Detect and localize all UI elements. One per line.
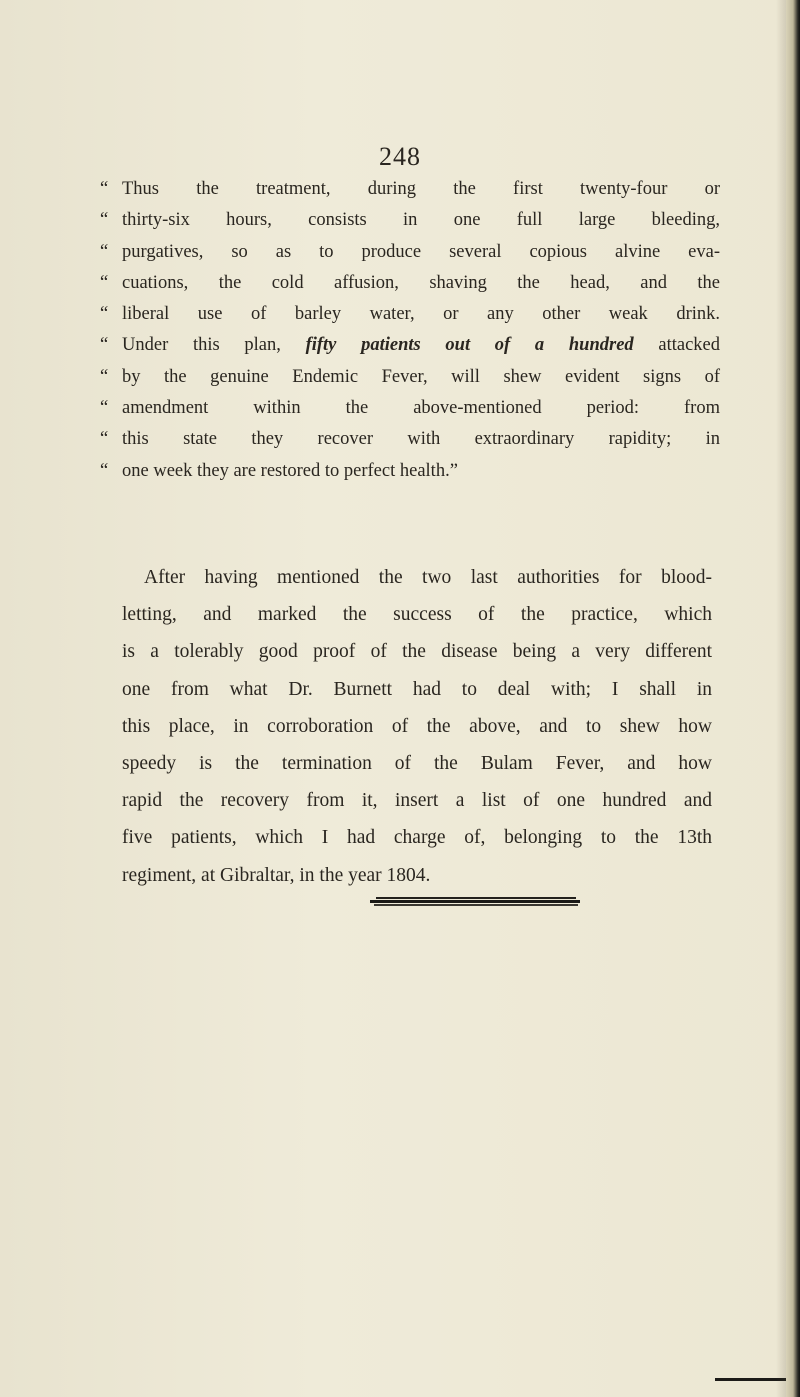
quote-mark: “: [100, 366, 109, 387]
paragraph-line: is a tolerably good proof of the disease being a very different: [122, 641, 712, 663]
quote-line-text: attacked: [633, 335, 720, 356]
quote-line-text: this state they recover with extraordinary rapidity; in: [122, 429, 720, 450]
paragraph-line: regiment, at Gibraltar, in the year 1804.: [122, 864, 431, 886]
quote-mark: “: [100, 304, 109, 325]
quote-mark: “: [100, 272, 109, 293]
quote-line: [100, 174, 720, 205]
quote-mark: “: [100, 210, 109, 231]
quote-emphasis: fifty patients out of a hundred: [305, 335, 634, 356]
quote-line: [100, 424, 720, 455]
quote-mark: “: [100, 460, 109, 481]
quote-line-text: by the genuine Endemic Fever, will shew evident signs of: [122, 366, 720, 387]
page-number: 248: [379, 142, 421, 171]
quote-line: [100, 362, 720, 393]
quote-mark: “: [100, 335, 109, 356]
quote-line: [100, 268, 720, 299]
quote-mark: “: [100, 398, 109, 419]
quote-line-text: Thus the treatment, during the first twenty-four or: [122, 179, 720, 199]
divider-rule: [370, 900, 580, 903]
quote-line-text: purgatives, so as to produce several copious alvine eva-: [122, 241, 720, 262]
divider-rule: [374, 904, 578, 906]
quoted-passage: [100, 174, 720, 487]
quote-mark: “: [100, 179, 109, 199]
paragraph-line: this place, in corroboration of the above, and to shew how: [122, 715, 712, 737]
quote-line-text: one week they are restored to perfect health.”: [122, 460, 458, 481]
body-paragraph: [122, 559, 712, 894]
quote-mark: “: [100, 241, 109, 262]
quote-line-text: liberal use of barley water, or any other weak drink.: [122, 304, 720, 325]
paragraph-line: letting, and marked the success of the practice, which: [122, 604, 712, 626]
paragraph-line: five patients, which I had charge of, belonging to the 13th: [122, 827, 712, 849]
divider-rule: [376, 897, 576, 899]
page-gutter-shadow: [776, 0, 786, 1397]
page-edge: [786, 0, 800, 1397]
quote-line-text: cuations, the cold affusion, shaving the head, and the: [122, 272, 720, 293]
quote-mark: “: [100, 429, 109, 450]
quote-line: [100, 237, 720, 268]
quote-line: [100, 205, 720, 236]
paragraph-line: speedy is the termination of the Bulam Fever, and how: [122, 753, 712, 775]
quote-line: [100, 393, 720, 424]
paragraph-line: one from what Dr. Burnett had to deal with; I shall in: [122, 678, 712, 700]
paragraph-line: rapid the recovery from it, insert a list of one hundred and: [122, 790, 712, 812]
quote-line: [100, 330, 720, 361]
quote-line: [100, 299, 720, 330]
section-divider: [370, 897, 580, 906]
quote-line: [100, 456, 720, 487]
paragraph-line: After having mentioned the two last authorities for blood-: [144, 567, 712, 588]
quote-line-text: Under this plan,: [122, 335, 306, 356]
quote-line-text: thirty-six hours, consists in one full large bleeding,: [122, 210, 720, 231]
quote-line-text: amendment within the above-mentioned period: from: [122, 398, 720, 419]
